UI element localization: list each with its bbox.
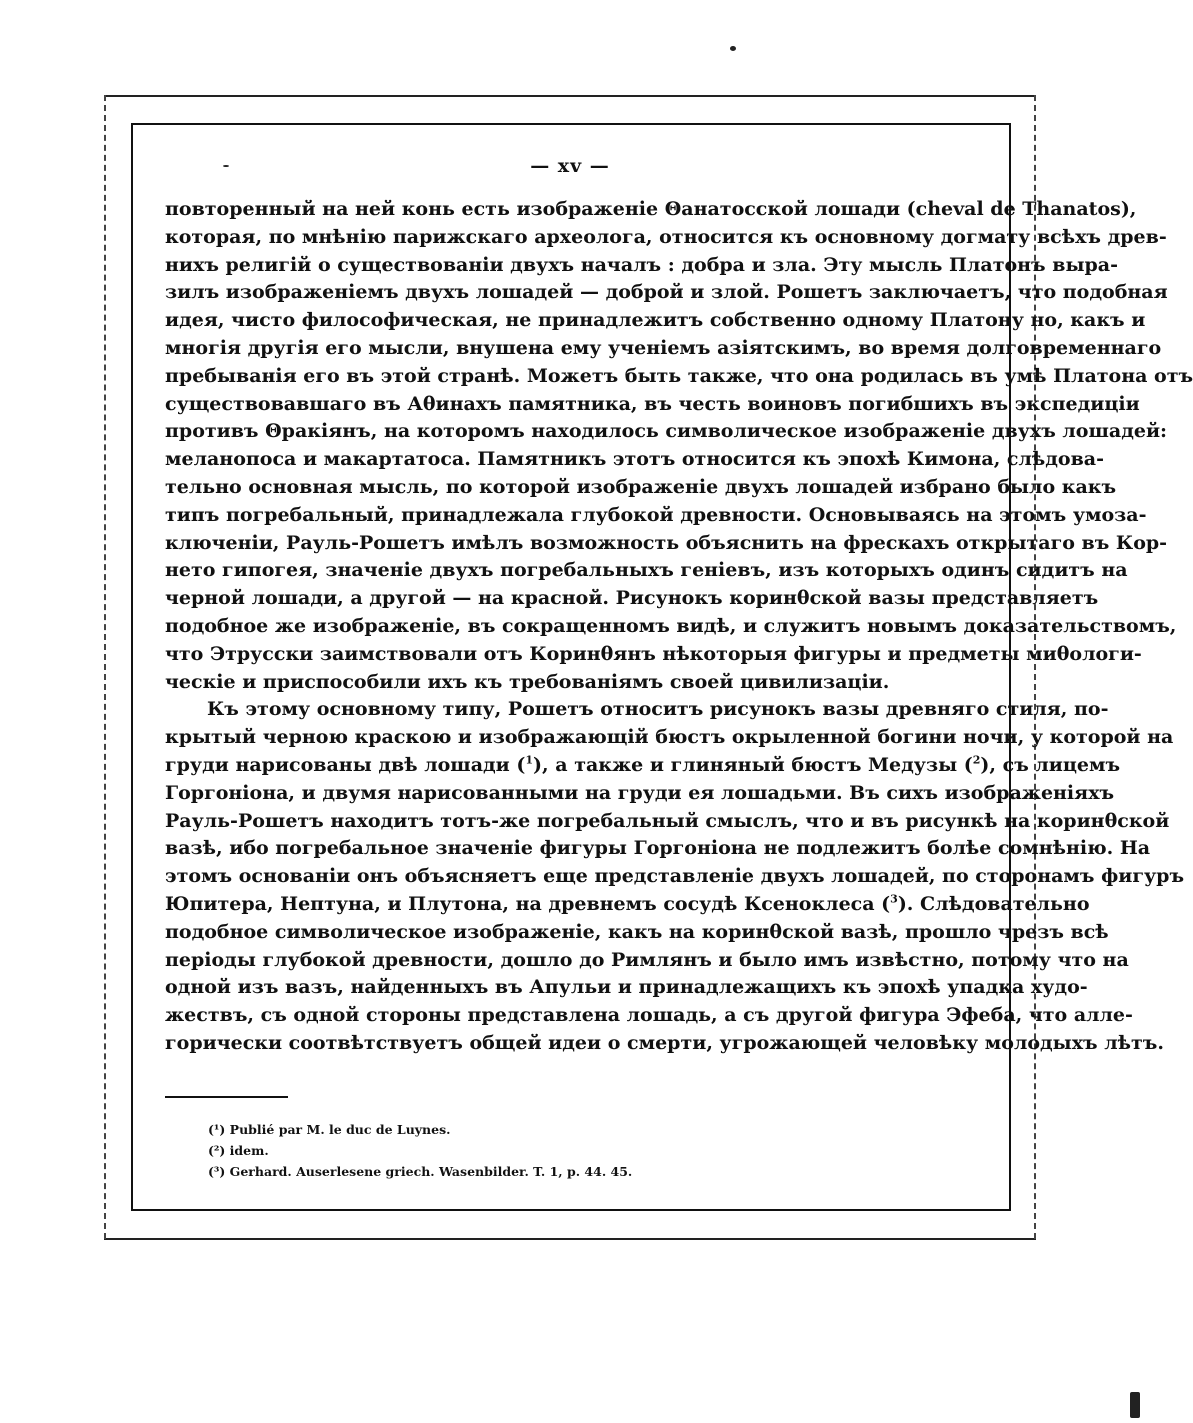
text-line: жествъ, съ одной стороны представлена лошадь, а съ другой фигура Эфеба, что алле- [165,1004,1133,1027]
text-line: Горгоніона, и двумя нарисованными на груди ея лошадьми. Въ сихъ изображеніяхъ [165,781,1115,804]
text-fragment: ). Слѣдовательно [897,892,1090,915]
text-line: что Этрусски заимствовали отъ Коринθянъ нѣкоторыя фигуры и предметы миθологи- [165,642,1142,665]
footnote-text: idem. [229,1143,269,1158]
scan-speck [1130,1392,1140,1418]
text-fragment: Юпитера, Нептуна, и Плутона, на древнемъ сосудѣ Ксеноклеса ( [165,892,891,915]
text-line: типъ погребальный, принадлежала глубокой древности. Основываясь на этомъ умоза- [165,503,1147,526]
text-line: этомъ основаніи онъ объясняетъ еще представленіе двухъ лошадей, по сторонамъ фигуръ [165,865,1185,888]
text-line: горически соотвѣтствуетъ общей идеи о смерти, угрожающей человѣку молодыхъ лѣтъ. [165,1031,1164,1054]
footnote-mark: (¹) [208,1122,226,1137]
footnote-ref-3: 3 [890,892,898,906]
body-text [165,196,1193,1058]
footnote-text: Gerhard. Auserlesene griech. Wasenbilder. T. 1, p. 44. 45. [229,1164,633,1179]
scan-speck [730,46,736,51]
page-number: — xv — [530,155,610,177]
text-line: нето гипогея, значеніе двухъ погребальныхъ геніевъ, изъ которыхъ одинъ сидитъ на [165,559,1128,582]
footnote-3 [208,1161,808,1182]
text-line: существовавшаго въ Аθинахъ памятника, въ честь воиновъ погибшихъ въ экспедиціи [165,392,1140,415]
text-line: періоды глубокой древности, дошло до Римлянъ и было имъ извѣстно, потому что на [165,948,1129,971]
text-line: черной лошади, а другой — на красной. Рисунокъ коринθской вазы представляетъ [165,587,1099,610]
footnote-text: Publié par M. le duc de Luynes. [229,1122,451,1137]
footnote-1 [208,1119,808,1140]
text-line: зилъ изображеніемъ двухъ лошадей — доброй и злой. Рошетъ заключаетъ, что подобная [165,281,1168,304]
footnote-ref-1: 1 [525,753,534,767]
text-line: вазѣ, ибо погребальное значеніе фигуры Горгоніона не подлежитъ болѣе сомнѣнію. На [165,837,1151,860]
text-line: противъ Θракіянъ, на которомъ находилось символическое изображеніе двухъ лошадей: [165,420,1168,443]
outer-frame-top-rule [104,95,1036,97]
footnote-separator [165,1096,288,1098]
text-line: пребыванія его въ этой странѣ. Можетъ быть также, что она родилась въ умѣ Платона отъ [165,364,1193,387]
text-line: подобное же изображеніе, въ сокращенномъ видѣ, и служитъ новымъ доказательствомъ, [165,614,1177,637]
text-line [165,891,1090,919]
footnote-ref-2: 2 [972,753,981,767]
text-line: Рауль-Рошетъ находитъ тотъ-же погребальный смыслъ, что и въ рисункѣ на коринθской [165,809,1170,832]
text-line: повторенный на ней конь есть изображеніе Θанатосской лошади (cheval de Thanatos), [165,198,1137,220]
footnotes [208,1119,808,1182]
text-line: ческіе и приспособили ихъ къ требованіямъ своей цивилизаціи. [165,670,890,693]
text-line: идея, чисто философическая, не принадлежитъ собственно одному Платону но, какъ и [165,309,1146,332]
text-line: подобное символическое изображеніе, какъ на коринθской вазѣ, прошло чрезъ всѣ [165,920,1109,943]
text-line: тельно основная мысль, по которой изображеніе двухъ лошадей избрано было какъ [165,475,1117,498]
paragraph-2 [165,696,1185,1057]
text-line [165,752,1121,780]
text-line: крытый черною краскою и изображающій бюстъ окрыленной богини ночи, у которой на [165,726,1174,749]
outer-frame-left-rule [104,95,106,1239]
text-line: Къ этому основному типу, Рошетъ относитъ рисунокъ вазы древняго стиля, по- [207,698,1109,721]
paragraph-1 [165,196,1193,696]
outer-frame-bottom-rule [104,1238,1036,1240]
text-line: которая, по мнѣнію парижскаго археолога, относится къ основному догмату всѣхъ древ- [165,225,1167,248]
footnote-mark: (³) [208,1164,226,1179]
text-fragment: груди нарисованы двѣ лошади ( [165,753,526,776]
footnote-2 [208,1140,808,1161]
text-line: многія другія его мысли, внушена ему ученіемъ азіятскимъ, во время долговременнаго [165,336,1162,359]
text-line: ключеніи, Рауль-Рошетъ имѣлъ возможность объяснить на фрескахъ открытаго въ Кор- [165,531,1168,554]
text-fragment: ), а также и глиняный бюстъ Медузы ( [533,753,973,776]
text-fragment: ), съ лицемъ [980,753,1121,776]
text-line: меланопоса и макартатоса. Памятникъ этотъ относится къ эпохѣ Кимона, слѣдова- [165,448,1104,471]
footnote-mark: (²) [208,1143,226,1158]
text-line: одной изъ вазъ, найденныхъ въ Апульи и принадлежащихъ къ эпохѣ упадка худо- [165,976,1088,999]
text-line: нихъ религій о существованіи двухъ началъ : добра и зла. Эту мысль Платонъ выра- [165,253,1118,276]
